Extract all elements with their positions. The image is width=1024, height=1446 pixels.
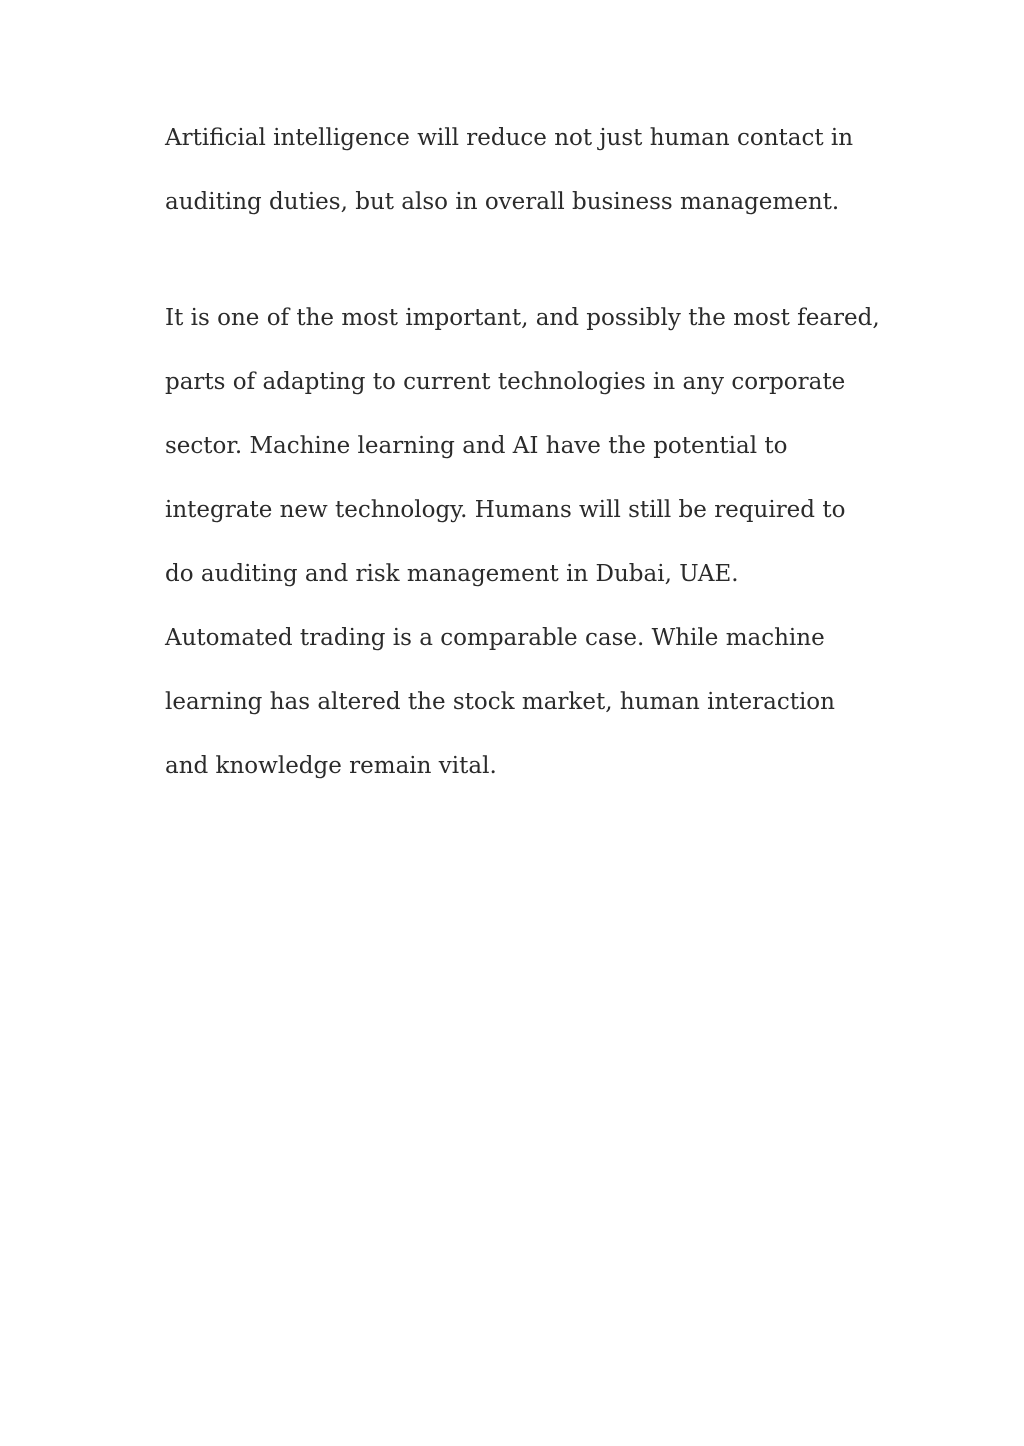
paragraph-line: parts of adapting to current technologies in any corporate	[165, 369, 846, 395]
paragraph-line: do auditing and risk management in Dubai, UAE.	[165, 561, 739, 587]
paragraph-line: auditing duties, but also in overall business management.	[165, 189, 840, 215]
paragraph-line: integrate new technology. Humans will still be required to	[165, 497, 846, 523]
paragraph-line: learning has altered the stock market, human interaction	[165, 689, 835, 715]
paragraph-line: sector. Machine learning and AI have the potential to	[165, 433, 788, 459]
paragraph-line: It is one of the most important, and possibly the most feared,	[165, 305, 880, 331]
paragraph-line: Automated trading is a comparable case. While machine	[165, 625, 825, 651]
paragraph-line: Artificial intelligence will reduce not just human contact in	[165, 125, 854, 151]
paragraph-line: and knowledge remain vital.	[165, 753, 497, 779]
